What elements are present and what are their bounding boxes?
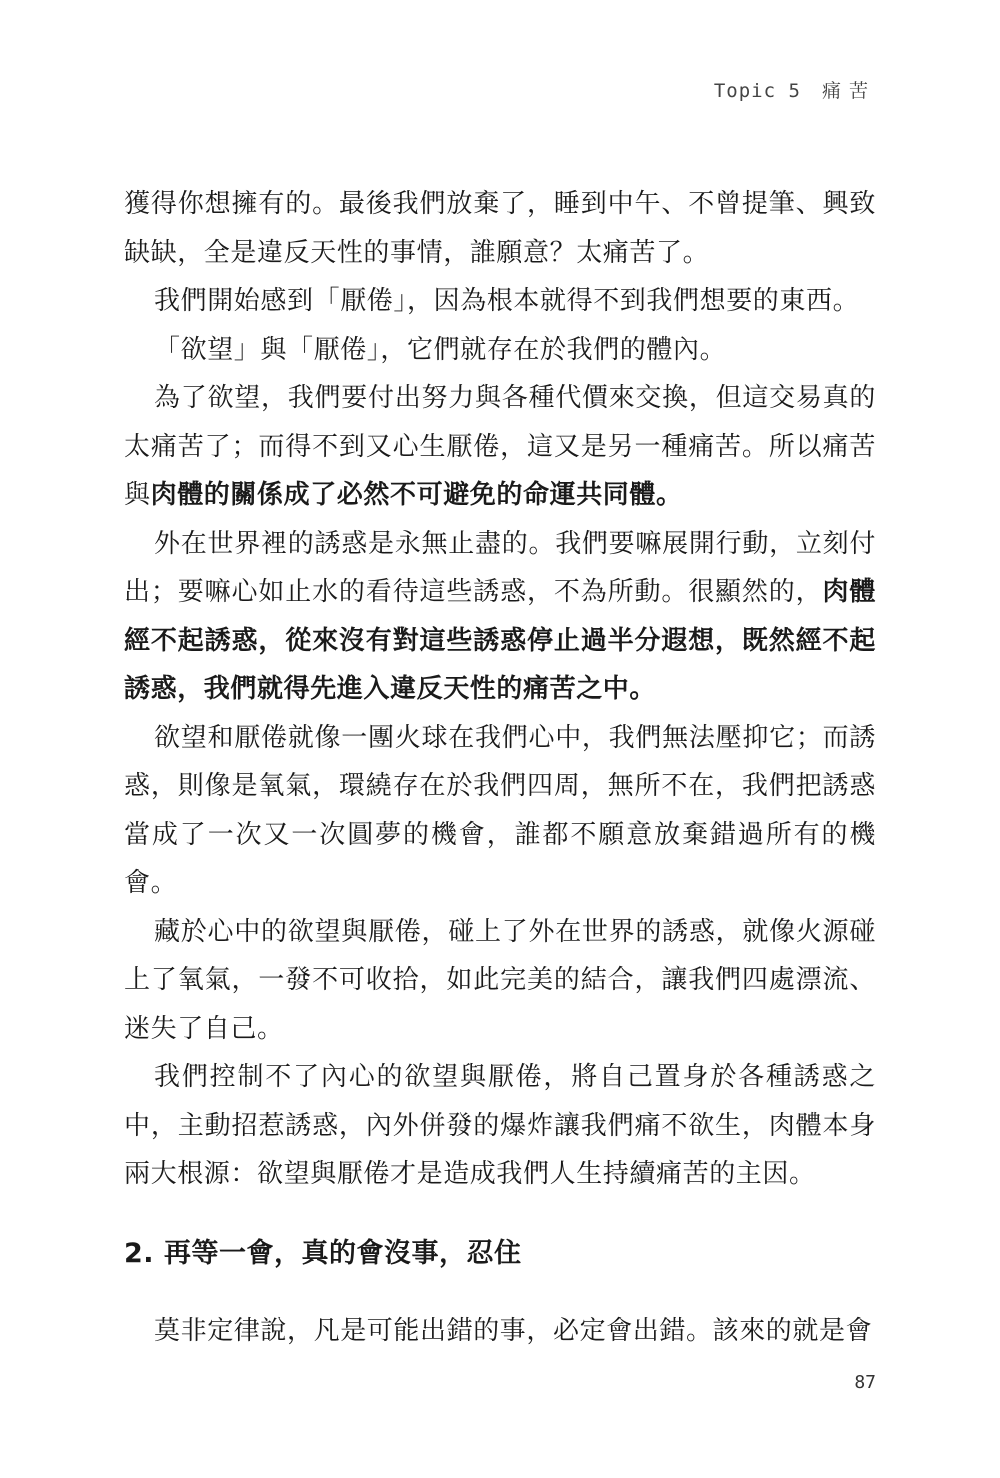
header-topic: Topic 5 bbox=[713, 80, 801, 102]
paragraph-8: 我們控制不了內心的欲望與厭倦，將自己置身於各種誘惑之中，主動招惹誘惑，內外併發的爆炸讓我們痛不欲生，肉體本身兩大根源：欲望與厭倦才是造成我們人生持續痛苦的主因。 bbox=[124, 1062, 876, 1189]
paragraph-4-bold-text: 肉體的關係成了必然不可避免的命運共同體。 bbox=[150, 480, 683, 510]
running-header bbox=[714, 76, 876, 103]
header-chapter-title: 痛苦 bbox=[821, 80, 876, 102]
paragraph-5-text: 外在世界裡的誘惑是永無止盡的。我們要嘛展開行動，立刻付出；要嘛心如止水的看待這些誘惑，不為所動。很顯然的， bbox=[124, 528, 876, 607]
paragraph-5 bbox=[124, 520, 876, 714]
paragraph-7: 藏於心中的欲望與厭倦，碰上了外在世界的誘惑，就像火源碰上了氧氣，一發不可收拾，如此完美的結合，讓我們四處漂流、迷失了自己。 bbox=[124, 916, 876, 1044]
page-number: 87 bbox=[854, 1372, 876, 1393]
paragraph-2: 我們開始感到「厭倦」，因為根本就得不到我們想要的東西。 bbox=[154, 286, 860, 316]
paragraph-5-bold-text: 肉體經不起誘惑，從來沒有對這些誘惑停止過半分遐想，既然經不起誘惑，我們就得先進入違反天性的痛苦之中。 bbox=[124, 577, 876, 704]
paragraph-4-text: 為了欲望，我們要付出努力與各種代價來交換，但這交易真的太痛苦了；而得不到又心生厭倦，這又是另一種痛苦。所以痛苦與 bbox=[124, 383, 876, 510]
paragraph-9: 莫非定律說，凡是可能出錯的事，必定會出錯。該來的就是會 bbox=[154, 1315, 873, 1346]
paragraph-4 bbox=[124, 374, 876, 520]
paragraph-1: 獲得你想擁有的。最後我們放棄了，睡到中午、不曾提筆、興致缺缺，全是違反天性的事情，誰願意？太痛苦了。 bbox=[124, 189, 876, 268]
paragraph-3: 「欲望」與「厭倦」，它們就存在於我們的體內。 bbox=[154, 334, 727, 365]
section-heading: 2. 再等一會，真的會沒事，忍住 bbox=[124, 1237, 522, 1269]
paragraph-6: 欲望和厭倦就像一團火球在我們心中，我們無法壓抑它；而誘惑，則像是氧氣，環繞存在於我們四周，無所不在，我們把誘惑當成了一次又一次圓夢的機會，誰都不願意放棄錯過所有的機會。 bbox=[124, 722, 876, 898]
body-text bbox=[124, 180, 876, 1355]
